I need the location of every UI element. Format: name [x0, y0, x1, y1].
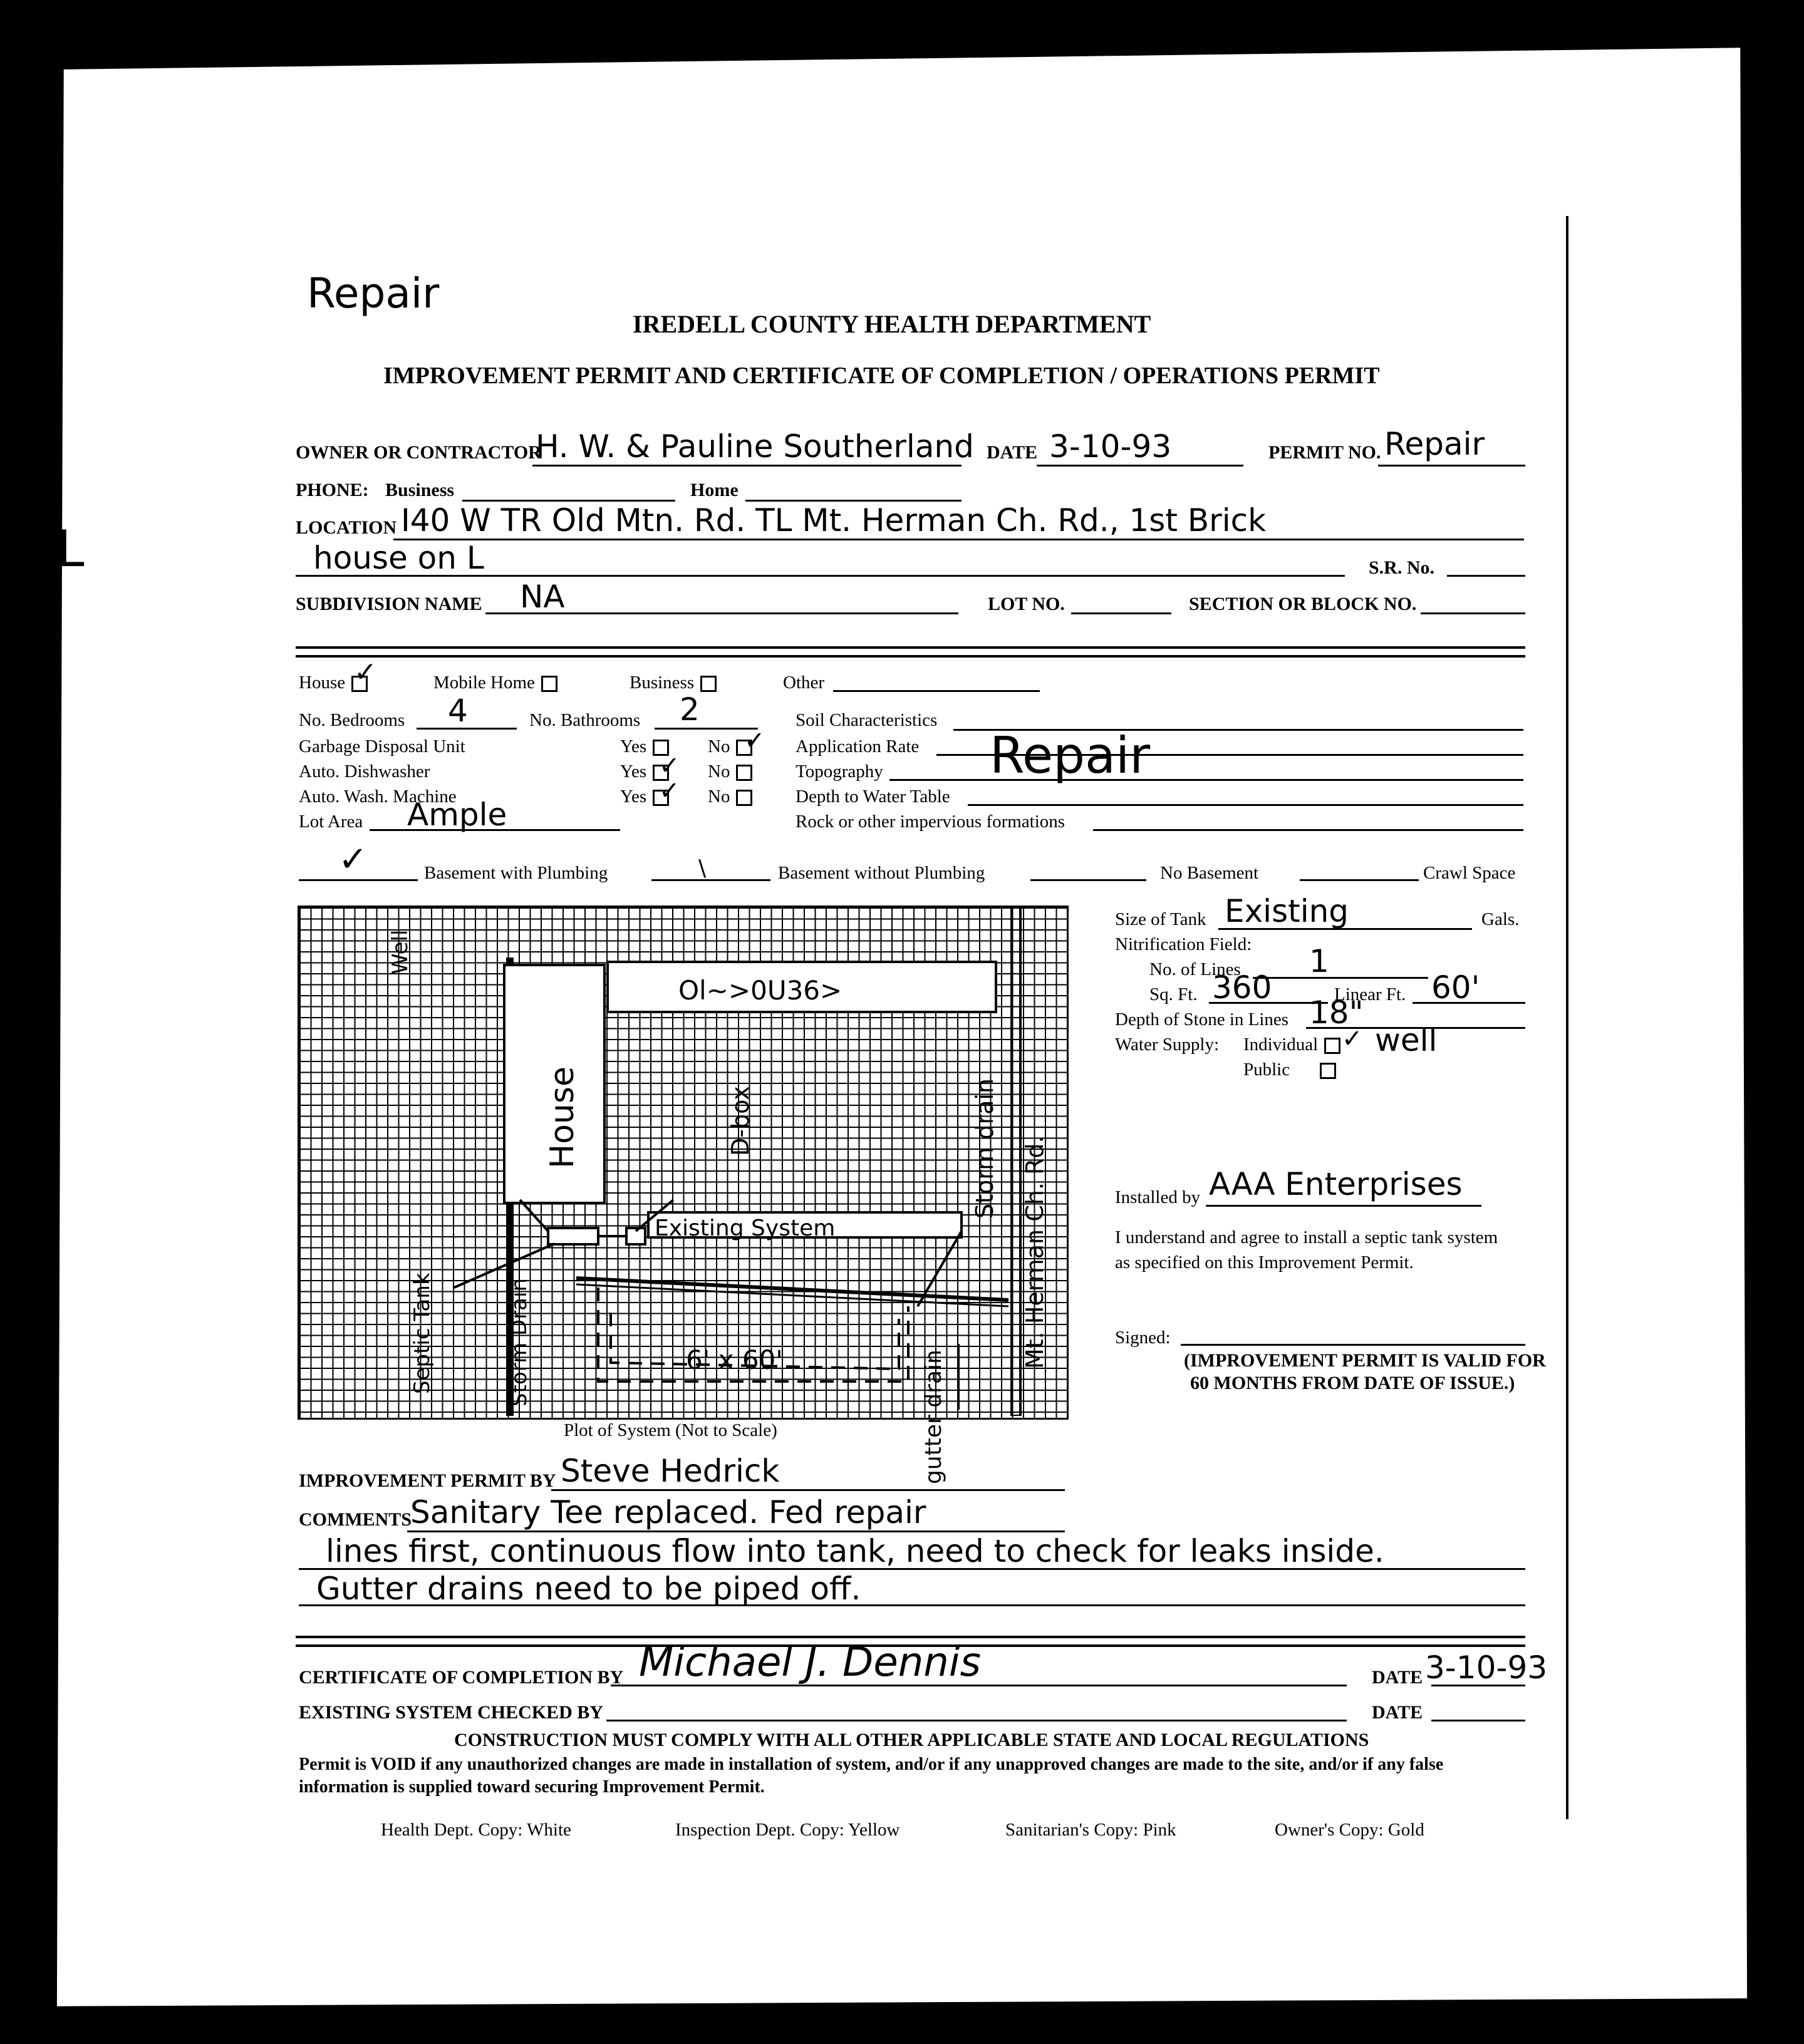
- road-line: [1012, 906, 1020, 1416]
- mobile-home-checkbox[interactable]: [541, 676, 557, 692]
- phone-label: PHONE:: [296, 480, 369, 500]
- existing-checked-label: EXISTING SYSTEM CHECKED BY: [299, 1702, 603, 1723]
- plot-house-text: House: [544, 1066, 581, 1169]
- bathrooms-label: No. Bathrooms: [529, 710, 641, 730]
- location-label: LOCATION: [296, 517, 397, 538]
- garbage-label: Garbage Disposal Unit: [299, 736, 465, 756]
- installed-by-label: Installed by: [1115, 1187, 1201, 1207]
- plot-road-text: Mt. Herman Ch. Rd.: [1021, 1135, 1049, 1369]
- permit-by-label: IMPROVEMENT PERMIT BY: [299, 1470, 556, 1491]
- plot-caption: Plot of System (Not to Scale): [564, 1420, 777, 1440]
- certificate-label: CERTIFICATE OF COMPLETION BY: [299, 1667, 624, 1688]
- stone-value: 18": [1309, 994, 1364, 1031]
- location-line2: house on L: [313, 540, 484, 576]
- validity-line1: (IMPROVEMENT PERMIT IS VALID FOR: [1184, 1350, 1546, 1371]
- separator: [296, 646, 1525, 658]
- house-label: House: [299, 673, 368, 693]
- bathrooms-value: 2: [680, 691, 700, 728]
- washer-yes: Yes: [620, 787, 669, 807]
- comments-label: COMMENTS: [299, 1509, 412, 1530]
- garbage-no: No: [708, 736, 752, 757]
- individual-mark: ✓: [1342, 1025, 1363, 1053]
- copy-health: Health Dept. Copy: White: [381, 1820, 571, 1840]
- signed-label: Signed:: [1115, 1328, 1171, 1348]
- comply-notice: CONSTRUCTION MUST COMPLY WITH ALL OTHER APPLICABLE STATE AND LOCAL REGULATIONS: [454, 1730, 1369, 1750]
- plot-storm-text: Storm Drain: [507, 1278, 532, 1407]
- public-checkbox[interactable]: [1320, 1063, 1336, 1079]
- subdivision-value: NA: [520, 579, 565, 615]
- section-label: SECTION OR BLOCK NO.: [1189, 594, 1417, 614]
- washer-yes-mark: ✓: [659, 777, 680, 805]
- margin-mark: L: [56, 520, 85, 578]
- lot-area-value: Ample: [407, 797, 507, 833]
- plot-existing-text: Existing System: [655, 1216, 836, 1241]
- sqft-label: Sq. Ft.: [1149, 984, 1198, 1004]
- lot-area-label: Lot Area: [299, 812, 363, 832]
- location-line1: I40 W TR Old Mtn. Rd. TL Mt. Herman Ch. Rd., 1st Brick: [401, 502, 1267, 539]
- repair-stamp: Repair: [307, 269, 440, 317]
- plot-sketch: [298, 906, 1065, 1416]
- gutter-drain-label: gutter drain: [921, 1350, 946, 1484]
- crawl-space-label: Crawl Space: [1423, 863, 1516, 883]
- sr-no-label: S.R. No.: [1369, 557, 1435, 578]
- basement-with-mark: ✓: [338, 839, 368, 880]
- tank-size-label: Size of Tank: [1115, 909, 1206, 929]
- washer-no-checkbox[interactable]: [736, 790, 752, 806]
- department-title: IREDELL COUNTY HEALTH DEPARTMENT: [633, 310, 1151, 338]
- water-table-label: Depth to Water Table: [796, 787, 950, 807]
- other-label: Other: [783, 673, 825, 693]
- comments-line1: Sanitary Tee replaced. Fed repair: [410, 1494, 926, 1530]
- application-rate-value: Repair: [990, 726, 1151, 785]
- rock-label: Rock or other impervious formations: [796, 812, 1065, 832]
- gals-label: Gals.: [1481, 909, 1520, 929]
- stone-label: Depth of Stone in Lines: [1115, 1009, 1289, 1030]
- linear-value: 60': [1431, 969, 1480, 1006]
- phone-home-label: Home: [690, 480, 739, 500]
- phone-business-label: Business: [385, 480, 455, 500]
- certificate-signature: Michael J. Dennis: [639, 1639, 981, 1686]
- agree-line2: as specified on this Improvement Permit.: [1115, 1252, 1414, 1272]
- existing-date-label: DATE: [1372, 1702, 1423, 1723]
- plot-storm-right-text: Storm drain: [971, 1078, 998, 1219]
- no-basement-label: No Basement: [1160, 863, 1259, 883]
- plot-septic-text: Septic Tank: [410, 1272, 435, 1394]
- comments-line3: Gutter drains need to be piped off.: [316, 1571, 861, 1607]
- owner-value: H. W. & Pauline Southerland: [536, 428, 974, 465]
- basement-with-label: Basement with Plumbing: [424, 863, 608, 883]
- lines-label: No. of Lines: [1149, 959, 1241, 979]
- plot-dbox-text: D-box: [727, 1086, 754, 1156]
- dishwasher-yes: Yes: [620, 761, 669, 782]
- subdivision-label: SUBDIVISION NAME: [296, 594, 482, 614]
- water-supply-label: Water Supply:: [1115, 1035, 1219, 1055]
- plot-field-text: 6' x 60': [686, 1345, 783, 1375]
- septic-tank-shape: [548, 1228, 598, 1244]
- topography-label: Topography: [796, 761, 883, 782]
- void-line1: Permit is VOID if any unauthorized changes are made in installation of system, and/or if any unapproved changes are made to the site, and/or if any false: [299, 1755, 1444, 1774]
- sqft-value: 360: [1212, 969, 1272, 1006]
- rate-label: Application Rate: [796, 736, 920, 756]
- copy-owner: Owner's Copy: Gold: [1275, 1820, 1424, 1840]
- dishwasher-label: Auto. Dishwasher: [299, 761, 430, 782]
- owner-label: OWNER OR CONTRACTOR: [296, 442, 542, 463]
- public-label: Public: [1243, 1060, 1336, 1080]
- basement-without-mark: \: [698, 855, 707, 881]
- void-line2: information is supplied toward securing Improvement Permit.: [299, 1777, 765, 1797]
- date-value: 3-10-93: [1049, 428, 1172, 465]
- linear-label: Linear Ft.: [1334, 984, 1406, 1004]
- individual-label: Individual: [1243, 1035, 1340, 1055]
- form-subtitle: IMPROVEMENT PERMIT AND CERTIFICATE OF COMPLETION / OPERATIONS PERMIT: [383, 363, 1380, 389]
- copy-inspection: Inspection Dept. Copy: Yellow: [675, 1820, 900, 1840]
- page-edge-line: [1566, 216, 1568, 1819]
- bedrooms-label: No. Bedrooms: [299, 710, 405, 730]
- permit-no-value: Repair: [1384, 426, 1485, 462]
- nitrification-label: Nitrification Field:: [1115, 934, 1252, 954]
- basement-without-label: Basement without Plumbing: [778, 863, 985, 883]
- tank-size-value: Existing: [1225, 893, 1349, 929]
- garbage-no-mark: ✓: [744, 726, 765, 755]
- business-label: Business: [630, 673, 717, 693]
- comments-line2: lines first, continuous flow into tank, need to check for leaks inside.: [326, 1533, 1384, 1569]
- agree-line1: I understand and agree to install a septic tank system: [1115, 1227, 1498, 1247]
- washer-no: No: [708, 787, 752, 807]
- lines-value: 1: [1309, 943, 1329, 979]
- mobile-home-label: Mobile Home: [433, 673, 557, 693]
- bedrooms-value: 4: [448, 693, 468, 729]
- lot-no-label: LOT NO.: [988, 594, 1065, 614]
- permit-by-value: Steve Hedrick: [561, 1453, 780, 1489]
- plot-well-text: Well: [388, 929, 413, 974]
- date-label: DATE: [987, 442, 1038, 463]
- copy-sanitarian: Sanitarian's Copy: Pink: [1005, 1820, 1176, 1840]
- dishwasher-yes-mark: ✓: [659, 751, 680, 780]
- soil-label: Soil Characteristics: [796, 710, 938, 730]
- water-supply-value: well: [1375, 1022, 1438, 1058]
- washer-label: Auto. Wash. Machine: [299, 787, 457, 807]
- plot-top-box-text: Ol~>0U36>: [678, 975, 842, 1006]
- installed-by-value: AAA Enterprises: [1209, 1166, 1463, 1202]
- house-check-mark: ✓: [354, 656, 377, 688]
- dishwasher-no-checkbox[interactable]: [736, 765, 752, 781]
- business-checkbox[interactable]: [700, 676, 717, 692]
- permit-no-label: PERMIT NO.: [1268, 442, 1381, 463]
- certificate-date-label: DATE: [1372, 1667, 1423, 1688]
- certificate-date-value: 3-10-93: [1425, 1649, 1548, 1686]
- dishwasher-no: No: [708, 761, 752, 782]
- validity-line2: 60 MONTHS FROM DATE OF ISSUE.): [1190, 1373, 1515, 1393]
- individual-checkbox[interactable]: [1324, 1038, 1340, 1054]
- garbage-yes: Yes: [620, 736, 669, 757]
